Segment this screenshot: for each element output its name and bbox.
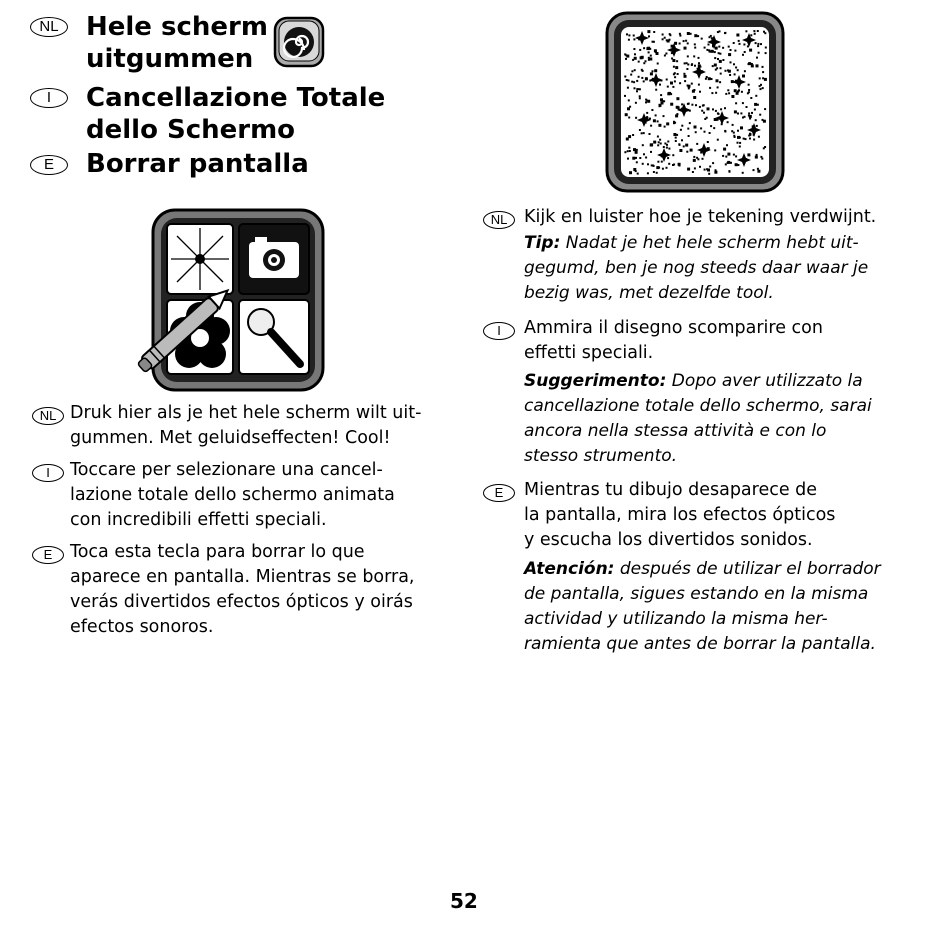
- text-line: Toccare per selezionare una cancel-: [70, 460, 383, 480]
- paragraph-e: [70, 540, 415, 640]
- heading-i-line1: Cancellazione Totale: [86, 83, 386, 113]
- text-line: lazione totale dello schermo animata: [70, 485, 395, 505]
- tip-label: Tip:: [524, 233, 561, 253]
- heading-i-line2: dello Schermo: [86, 115, 296, 145]
- paragraph-e-right: [524, 478, 835, 553]
- page-number: 52: [450, 889, 478, 913]
- text-line: y escucha los divertidos sonidos.: [524, 530, 813, 550]
- tip-line: ramienta que antes de borrar la pantalla.: [524, 634, 876, 654]
- text-line: Mientras tu dibujo desaparece de: [524, 480, 818, 500]
- heading-nl-line1: Hele scherm: [86, 12, 268, 42]
- text-line: aparece en pantalla. Mientras se borra,: [70, 567, 415, 587]
- tip-nl: [524, 231, 868, 306]
- paragraph-nl-right: [524, 205, 876, 230]
- language-badge-e: E: [30, 155, 68, 175]
- paragraph-i-right: [524, 316, 823, 366]
- tip-text: Dopo aver utilizzato la: [666, 371, 863, 391]
- tip-line: de pantalla, sigues estando en la misma: [524, 584, 869, 604]
- language-badge-e: E: [483, 484, 515, 502]
- tip-line: stesso strumento.: [524, 446, 678, 466]
- heading-nl: [86, 11, 268, 75]
- tip-line: actividad y utilizando la misma her-: [524, 609, 828, 629]
- paragraph-i: [70, 458, 395, 533]
- paragraph-nl: [70, 401, 421, 451]
- tip-line: ancora nella stessa attività e con lo: [524, 421, 827, 441]
- text-line: Toca esta tecla para borrar lo que: [70, 542, 365, 562]
- text-line: Kijk en luister hoe je tekening verdwijnt.: [524, 207, 877, 227]
- language-badge-i: I: [30, 88, 68, 108]
- text-line: Druk hier als je het hele scherm wilt uit-: [70, 403, 422, 423]
- text-line: verás divertidos efectos ópticos y oirás: [70, 592, 413, 612]
- tip-line: gegumd, ben je nog steeds daar waar je: [524, 258, 869, 278]
- text-line: efectos sonoros.: [70, 617, 214, 637]
- heading-nl-line2: uitgummen: [86, 44, 254, 74]
- heading-e-line1: Borrar pantalla: [86, 149, 309, 179]
- spiral-eraser-icon: [269, 12, 329, 72]
- language-badge-nl: NL: [32, 407, 64, 425]
- text-line: la pantalla, mira los efectos ópticos: [524, 505, 836, 525]
- text-line: con incredibili effetti speciali.: [70, 510, 327, 530]
- text-line: gummen. Met geluidseffecten! Cool!: [70, 428, 391, 448]
- tip-text: Nadat je het hele scherm hebt uit-: [560, 233, 859, 253]
- tip-line: bezig was, met dezelfde tool.: [524, 283, 774, 303]
- language-badge-i: I: [32, 464, 64, 482]
- tip-label: Atención:: [524, 559, 615, 579]
- language-badge-nl: NL: [483, 211, 515, 229]
- language-badge-nl: NL: [30, 17, 68, 37]
- tip-label: Suggerimento:: [524, 371, 667, 391]
- erased-screen-static-illustration: [604, 10, 786, 194]
- tip-e: [524, 557, 881, 657]
- language-badge-e: E: [32, 546, 64, 564]
- text-line: Ammira il disegno scomparire con: [524, 318, 823, 338]
- heading-i: [86, 82, 385, 146]
- language-badge-i: I: [483, 322, 515, 340]
- text-line: effetti speciali.: [524, 343, 654, 363]
- tip-line: cancellazione totale dello schermo, sarai: [524, 396, 872, 416]
- tip-i: [524, 369, 872, 469]
- tool-palette-with-pen-illustration: [125, 206, 335, 396]
- tip-text: después de utilizar el borrador: [614, 559, 881, 579]
- heading-e: [86, 148, 309, 180]
